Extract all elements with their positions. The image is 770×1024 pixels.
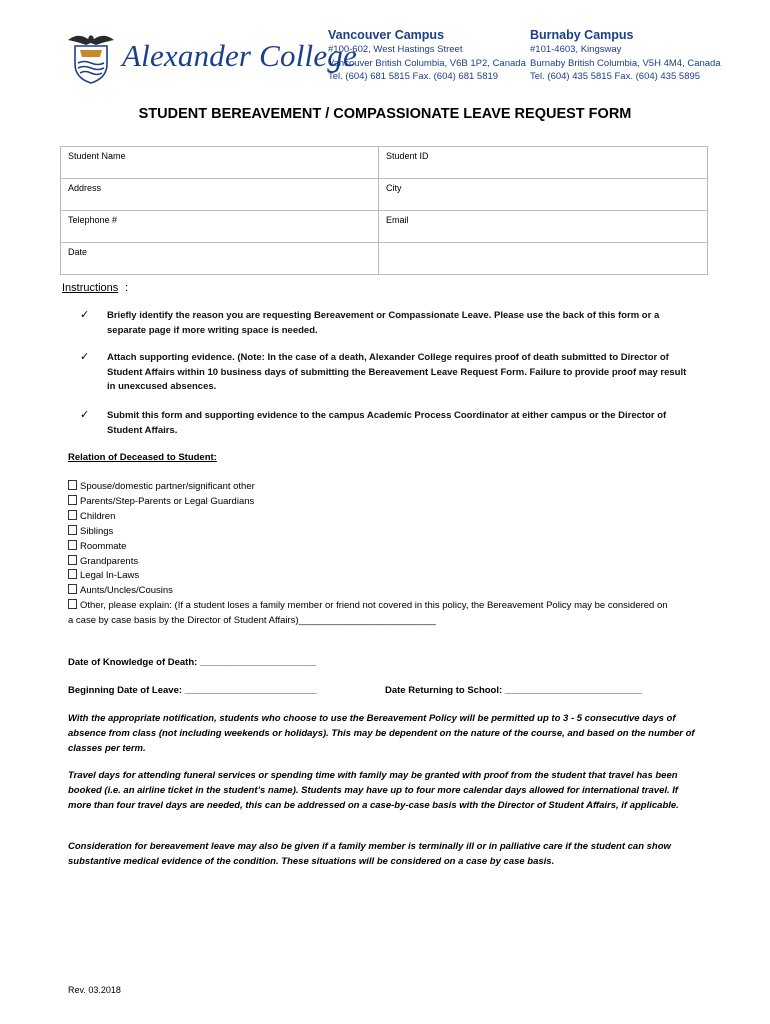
checkmark-icon: ✓ (80, 351, 90, 363)
vancouver-address-line2: Vancouver British Columbia, V6B 1P2, Canada (328, 57, 526, 69)
vancouver-campus-title: Vancouver Campus (328, 28, 445, 42)
revision-label: Rev. 03.2018 (68, 985, 121, 995)
instructions-heading: Instructions (62, 282, 119, 294)
instruction-item: Attach supporting evidence. (Note: In the case of a death, Alexander College requires proof of death submitted to Director of Student Affairs within 10 business days of submitting the Bereavement Leave Request Form. Failure to provide proof may result in unexcused absences. (107, 352, 687, 392)
telephone-label: Telephone # (68, 215, 118, 225)
beginning-date-field[interactable]: Beginning Date of Leave: _________________________ (68, 685, 317, 696)
instruction-item: Briefly identify the reason you are requesting Bereavement or Compassionate Leave. Please use the back of this form or a separate page if more writing space is needed. (107, 310, 660, 336)
relation-option-other[interactable]: Other, please explain: (If a student loses a family member or friend not covered in this policy, the Bereavement Policy may be considered on a case by case basis by the Director of Student Affairs)__________________________ (68, 600, 668, 627)
burnaby-campus-title: Burnaby Campus (530, 28, 634, 42)
relation-options (68, 480, 688, 629)
student-id-label: Student ID (386, 151, 429, 161)
relation-option-parents[interactable]: Parents/Step-Parents or Legal Guardians (68, 495, 688, 510)
email-label: Email (386, 215, 409, 225)
date-field[interactable] (61, 243, 379, 275)
checkbox[interactable] (68, 495, 77, 505)
college-crest-logo (66, 30, 116, 85)
burnaby-address-line2: Burnaby British Columbia, V5H 4M4, Canada (530, 57, 721, 69)
checkmark-icon: ✓ (80, 309, 90, 321)
burnaby-campus-info (530, 28, 721, 84)
date-label: Date (68, 247, 88, 257)
burnaby-phone: Tel. (604) 435 5815 Fax. (604) 435 5895 (530, 71, 701, 82)
empty-cell (379, 243, 708, 275)
city-label: City (386, 183, 402, 193)
checkbox[interactable] (68, 599, 77, 609)
student-name-field[interactable] (61, 147, 379, 179)
checkbox[interactable] (68, 510, 77, 520)
returning-date-field[interactable]: Date Returning to School: __________________________ (385, 685, 643, 696)
college-name: Alexander College (122, 38, 357, 73)
telephone-field[interactable] (61, 211, 379, 243)
checkbox[interactable] (68, 584, 77, 594)
burnaby-address-line1: #101-4603, Kingsway (530, 44, 622, 55)
form-title: STUDENT BEREAVEMENT / COMPASSIONATE LEAVE REQUEST FORM (138, 106, 632, 122)
policy-paragraph: Travel days for attending funeral services or spending time with family may be granted with proof from the student that travel has been booked (i.e. an airline ticket in the student’s name). Students may have up to four more calendar days allowed for international travel. If more than four travel days are needed, this can be addressed on a case-by-case basis with the Director of Student Affairs, if applicable. (68, 770, 679, 811)
relation-option-in-laws[interactable]: Legal In-Laws (68, 569, 688, 584)
relation-option-spouse[interactable]: Spouse/domestic partner/significant other (68, 480, 688, 495)
relation-heading: Relation of Deceased to Student: (68, 452, 217, 463)
student-name-label: Student Name (68, 151, 126, 161)
relation-option-siblings[interactable]: Siblings (68, 525, 688, 540)
date-of-knowledge-field[interactable]: Date of Knowledge of Death: ______________________ (68, 657, 317, 668)
checkmark-icon: ✓ (80, 409, 90, 421)
vancouver-phone: Tel. (604) 681 5815 Fax. (604) 681 5819 (328, 71, 499, 82)
relation-option-children[interactable]: Children (68, 510, 688, 525)
relation-option-grandparents[interactable]: Grandparents (68, 555, 688, 570)
relation-option-roommate[interactable]: Roommate (68, 540, 688, 555)
email-field[interactable] (379, 211, 708, 243)
instructions-colon: : (125, 282, 129, 294)
checkbox[interactable] (68, 569, 77, 579)
checkbox[interactable] (68, 540, 77, 550)
instruction-item: Submit this form and supporting evidence to the campus Academic Process Coordinator at either campus or the Director of Student Affairs. (107, 410, 667, 436)
checkbox[interactable] (68, 555, 77, 565)
checkbox[interactable] (68, 525, 77, 535)
policy-paragraph: Consideration for bereavement leave may also be given if a family member is terminally ill or in palliative care if the student can show substantive medical evidence of the condition. These situations will be considered on a case by case basis. (68, 841, 671, 867)
vancouver-address-line1: #100-602, West Hastings Street (328, 44, 463, 55)
student-info-table (60, 146, 708, 275)
address-label: Address (68, 183, 102, 193)
address-field[interactable] (61, 179, 379, 211)
policy-paragraph: With the appropriate notification, students who choose to use the Bereavement Policy will be permitted up to 3 - 5 consecutive days of absence from class (not including weekends or holidays). This may be dependent on the nature of the course, and based on the number of classes per term. (68, 713, 695, 754)
student-id-field[interactable] (379, 147, 708, 179)
relation-option-aunts-uncles[interactable]: Aunts/Uncles/Cousins (68, 584, 688, 599)
city-field[interactable] (379, 179, 708, 211)
checkbox[interactable] (68, 480, 77, 490)
vancouver-campus-info (328, 28, 526, 84)
